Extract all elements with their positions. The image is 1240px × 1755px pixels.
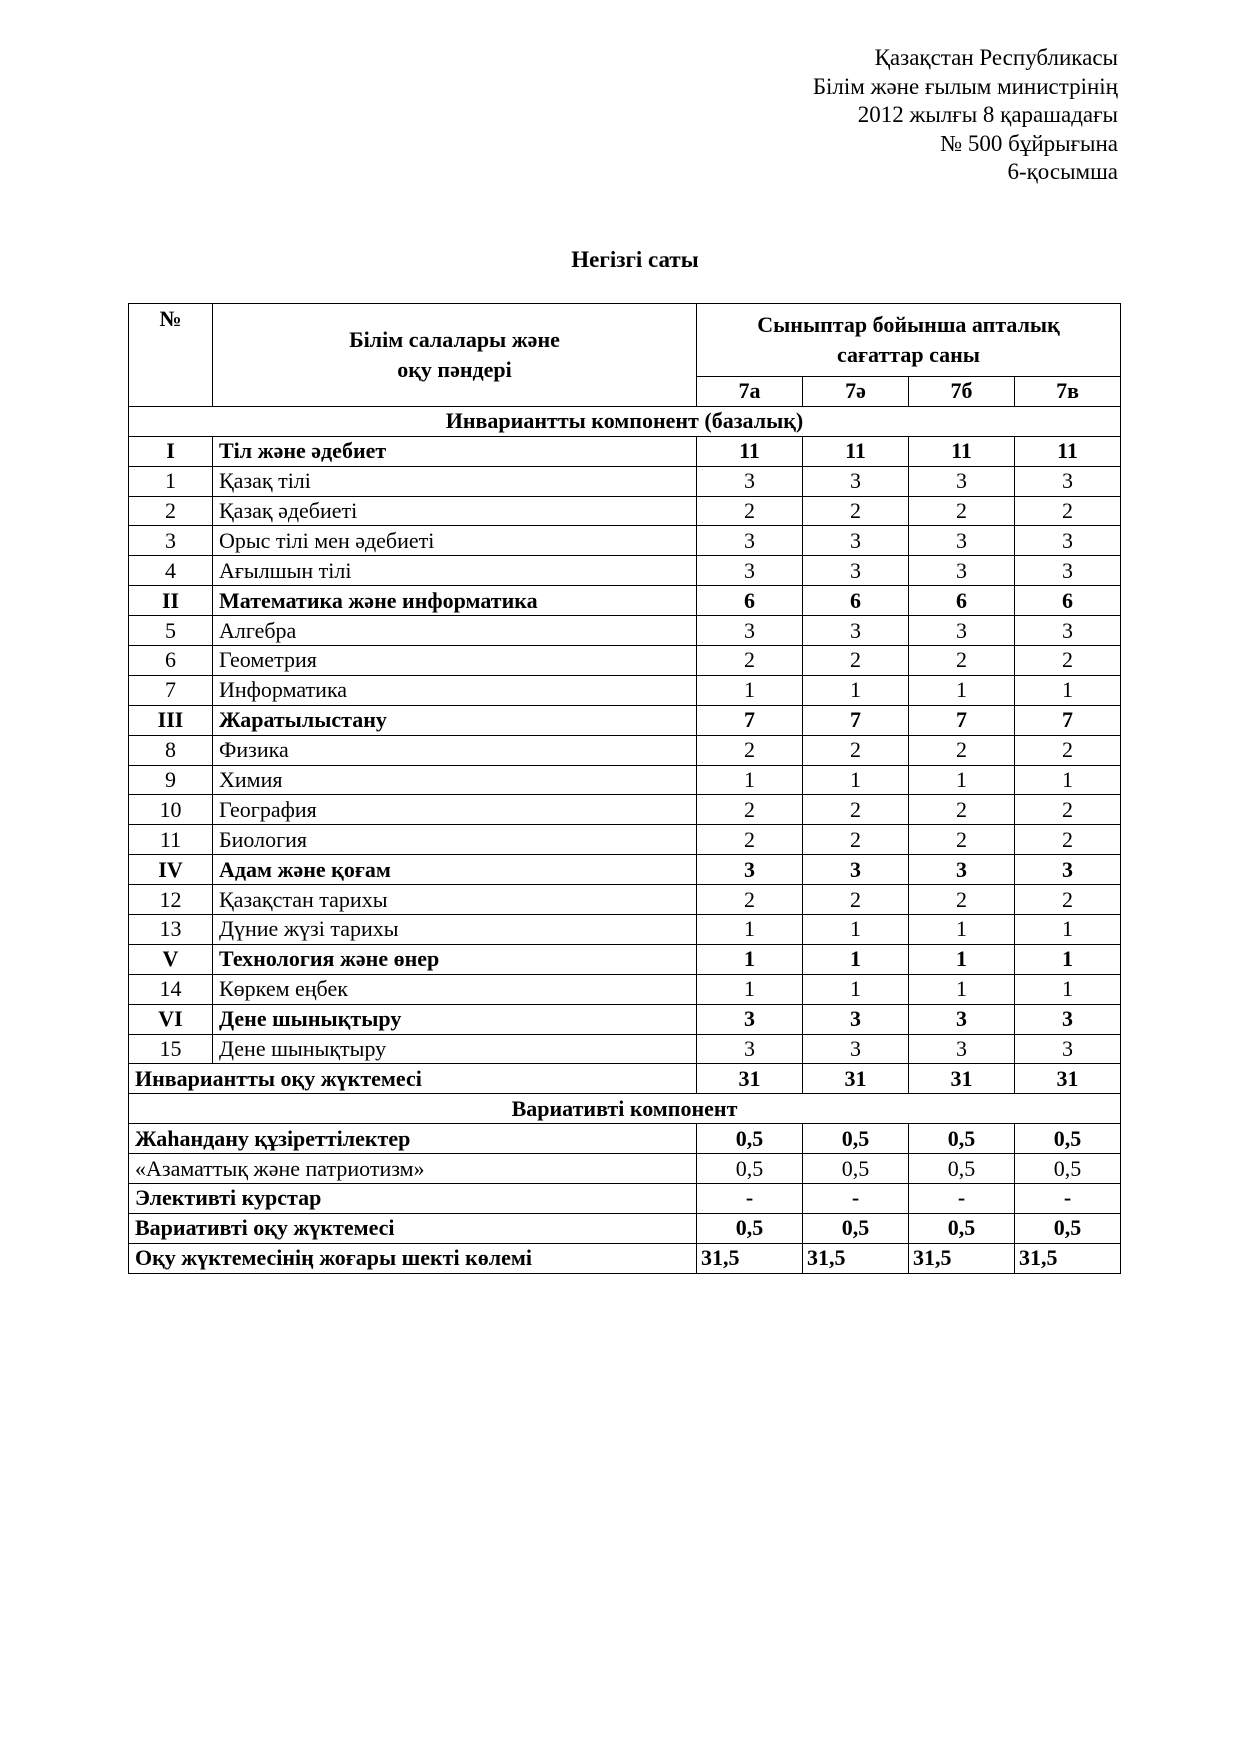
row-number: 14: [129, 974, 213, 1004]
section-row: [129, 436, 1121, 466]
variative-label: Вариативті оқу жүктемесі: [129, 1213, 697, 1243]
hours-cell: 2: [909, 825, 1015, 855]
row-number: 5: [129, 616, 213, 646]
header-line: Білім және ғылым министрінің: [812, 73, 1118, 99]
row-number: 3: [129, 526, 213, 556]
max-load-label: Оқу жүктемесінің жоғары шекті көлемі: [129, 1243, 697, 1273]
row-number: 10: [129, 795, 213, 825]
hours-cell: 2: [909, 646, 1015, 676]
hours-cell: 2: [909, 885, 1015, 915]
row-number: 7: [129, 675, 213, 705]
hours-cell: 3: [697, 1004, 803, 1034]
hours-cell: 6: [697, 586, 803, 616]
hours-cell: 0,5: [909, 1213, 1015, 1243]
hours-cell: 2: [803, 795, 909, 825]
subject-name: Алгебра: [213, 616, 697, 646]
hours-cell: 3: [803, 1004, 909, 1034]
hours-cell: 2: [1015, 496, 1121, 526]
hours-cell: 1: [803, 915, 909, 945]
hours-cell: 11: [803, 436, 909, 466]
hours-cell: 11: [909, 436, 1015, 466]
hours-cell: 3: [909, 616, 1015, 646]
hours-cell: 2: [909, 496, 1015, 526]
row-number: 1: [129, 466, 213, 496]
hours-cell: 1: [803, 944, 909, 974]
header-line: Қазақстан Республикасы: [874, 45, 1118, 70]
variative-label: Жаһандану құзіреттілектер: [129, 1124, 697, 1154]
subject-row: [129, 915, 1121, 945]
row-number: 15: [129, 1034, 213, 1064]
row-number: I: [129, 436, 213, 466]
variative-row: [129, 1184, 1121, 1214]
row-number: 12: [129, 885, 213, 915]
subject-row: [129, 646, 1121, 676]
subject-name: Информатика: [213, 675, 697, 705]
column-header-subject: [213, 304, 697, 407]
hours-cell: 6: [803, 586, 909, 616]
hours-cell: 3: [697, 466, 803, 496]
hours-cell: 3: [1015, 466, 1121, 496]
hours-cell: 3: [803, 616, 909, 646]
invariant-total-label: Инвариантты оқу жүктемесі: [129, 1064, 697, 1094]
header-line: № 500 бұйрығына: [940, 130, 1118, 156]
hours-cell: 31,5: [803, 1243, 909, 1273]
hours-cell: 31,5: [697, 1243, 803, 1273]
hours-cell: 0,5: [1015, 1154, 1121, 1184]
subject-name: География: [213, 795, 697, 825]
hours-cell: 1: [1015, 765, 1121, 795]
row-number: 11: [129, 825, 213, 855]
hours-cell: 6: [1015, 586, 1121, 616]
hours-cell: 3: [697, 855, 803, 885]
subject-name: Математика және информатика: [213, 586, 697, 616]
hours-cell: 3: [697, 556, 803, 586]
hours-cell: 3: [697, 616, 803, 646]
hours-cell: 3: [803, 526, 909, 556]
hours-cell: 3: [803, 556, 909, 586]
column-header-subject-line2: оқу пәндері: [397, 356, 512, 382]
hours-cell: 7: [697, 705, 803, 735]
subject-name: Химия: [213, 765, 697, 795]
hours-cell: 1: [697, 915, 803, 945]
subject-row: [129, 675, 1121, 705]
subject-name: Дүние жүзі тарихы: [213, 915, 697, 945]
hours-cell: 1: [803, 675, 909, 705]
column-header-classes-line2: сағаттар саны: [837, 342, 980, 367]
hours-cell: 1: [803, 974, 909, 1004]
hours-cell: 2: [803, 825, 909, 855]
hours-cell: 11: [1015, 436, 1121, 466]
hours-cell: 7: [909, 705, 1015, 735]
hours-cell: 2: [697, 795, 803, 825]
subject-row: [129, 496, 1121, 526]
column-header-subject-line1: Білім салалары және: [349, 326, 560, 352]
hours-cell: 0,5: [697, 1124, 803, 1154]
hours-cell: 2: [803, 646, 909, 676]
hours-cell: 1: [1015, 944, 1121, 974]
subject-name: Геометрия: [213, 646, 697, 676]
row-number: VI: [129, 1004, 213, 1034]
hours-cell: 2: [1015, 825, 1121, 855]
subject-row: [129, 795, 1121, 825]
subject-row: [129, 825, 1121, 855]
hours-cell: 3: [697, 526, 803, 556]
column-header-classes-line1: Сыныптар бойынша апталық: [757, 312, 1060, 337]
hours-cell: 2: [1015, 646, 1121, 676]
hours-cell: 31: [697, 1064, 803, 1094]
hours-cell: 0,5: [1015, 1213, 1121, 1243]
hours-cell: 31,5: [909, 1243, 1015, 1273]
hours-cell: -: [697, 1184, 803, 1214]
hours-cell: 3: [909, 855, 1015, 885]
subject-row: [129, 556, 1121, 586]
hours-cell: 1: [909, 974, 1015, 1004]
document-header: [598, 44, 1118, 187]
hours-cell: 2: [803, 735, 909, 765]
section-heading-row: [129, 1094, 1121, 1124]
hours-cell: 11: [697, 436, 803, 466]
hours-cell: 1: [909, 765, 1015, 795]
section-row: [129, 586, 1121, 616]
subject-name: Жаратылыстану: [213, 705, 697, 735]
hours-cell: 0,5: [803, 1154, 909, 1184]
hours-cell: 0,5: [697, 1213, 803, 1243]
hours-cell: 3: [1015, 1034, 1121, 1064]
hours-cell: 1: [1015, 915, 1121, 945]
invariant-heading: Инвариантты компонент (базалық): [129, 406, 1121, 436]
hours-cell: 1: [909, 944, 1015, 974]
hours-cell: 1: [1015, 675, 1121, 705]
row-number: 6: [129, 646, 213, 676]
section-row: [129, 944, 1121, 974]
subject-name: Қазақ әдебиеті: [213, 496, 697, 526]
hours-cell: 0,5: [1015, 1124, 1121, 1154]
section-row: [129, 1004, 1121, 1034]
hours-cell: 3: [909, 1034, 1015, 1064]
section-row: [129, 855, 1121, 885]
variative-row: [129, 1154, 1121, 1184]
hours-cell: 3: [909, 466, 1015, 496]
hours-cell: 0,5: [909, 1124, 1015, 1154]
subject-row: [129, 1034, 1121, 1064]
hours-cell: 31: [803, 1064, 909, 1094]
hours-cell: 0,5: [803, 1213, 909, 1243]
hours-cell: 3: [1015, 526, 1121, 556]
subject-name: Қазақстан тарихы: [213, 885, 697, 915]
subject-name: Биология: [213, 825, 697, 855]
hours-cell: 2: [1015, 885, 1121, 915]
hours-cell: 3: [1015, 1004, 1121, 1034]
hours-cell: 1: [909, 675, 1015, 705]
hours-cell: 31: [909, 1064, 1015, 1094]
hours-cell: 2: [803, 885, 909, 915]
subject-name: Тіл және әдебиет: [213, 436, 697, 466]
hours-cell: 3: [909, 1004, 1015, 1034]
hours-cell: 3: [1015, 616, 1121, 646]
hours-cell: -: [909, 1184, 1015, 1214]
hours-cell: 2: [697, 646, 803, 676]
hours-cell: 0,5: [803, 1124, 909, 1154]
subject-name: Орыс тілі мен әдебиеті: [213, 526, 697, 556]
hours-cell: 2: [909, 735, 1015, 765]
hours-cell: 0,5: [697, 1154, 803, 1184]
hours-cell: 2: [697, 496, 803, 526]
row-number: IV: [129, 855, 213, 885]
class-header: 7ә: [803, 377, 909, 407]
subject-row: [129, 526, 1121, 556]
variative-label: «Азаматтық және патриотизм»: [129, 1154, 697, 1184]
subject-name: Көркем еңбек: [213, 974, 697, 1004]
hours-cell: 3: [803, 1034, 909, 1064]
hours-cell: 6: [909, 586, 1015, 616]
hours-cell: -: [803, 1184, 909, 1214]
subject-name: Физика: [213, 735, 697, 765]
hours-cell: 3: [1015, 855, 1121, 885]
hours-cell: 1: [909, 915, 1015, 945]
subject-name: Технология және өнер: [213, 944, 697, 974]
hours-cell: 31: [1015, 1064, 1121, 1094]
hours-cell: 3: [697, 1034, 803, 1064]
row-number: II: [129, 586, 213, 616]
row-number: 8: [129, 735, 213, 765]
hours-cell: 1: [697, 765, 803, 795]
hours-cell: 3: [803, 466, 909, 496]
hours-cell: 1: [697, 675, 803, 705]
subject-name: Қазақ тілі: [213, 466, 697, 496]
row-number: III: [129, 705, 213, 735]
hours-cell: 1: [697, 974, 803, 1004]
document-title: Негізгі саты: [571, 247, 699, 272]
hours-cell: 0,5: [909, 1154, 1015, 1184]
curriculum-table: [128, 303, 1121, 1274]
hours-cell: 2: [1015, 735, 1121, 765]
hours-cell: 2: [909, 795, 1015, 825]
hours-cell: 1: [697, 944, 803, 974]
hours-cell: 3: [909, 526, 1015, 556]
column-header-number: №: [129, 304, 213, 407]
variative-heading: Вариативті компонент: [129, 1094, 1121, 1124]
hours-cell: 1: [1015, 974, 1121, 1004]
row-number: 13: [129, 915, 213, 945]
invariant-total-row: [129, 1064, 1121, 1094]
class-header: 7б: [909, 377, 1015, 407]
table-header-row: [129, 304, 1121, 377]
row-number: 4: [129, 556, 213, 586]
section-row: [129, 705, 1121, 735]
class-header: 7а: [697, 377, 803, 407]
subject-row: [129, 616, 1121, 646]
variative-label: Элективті курстар: [129, 1184, 697, 1214]
hours-cell: 2: [1015, 795, 1121, 825]
subject-row: [129, 765, 1121, 795]
subject-name: Адам және қоғам: [213, 855, 697, 885]
hours-cell: 2: [697, 885, 803, 915]
subject-row: [129, 735, 1121, 765]
subject-name: Ағылшын тілі: [213, 556, 697, 586]
max-load-row: [129, 1243, 1121, 1273]
subject-row: [129, 466, 1121, 496]
hours-cell: 3: [1015, 556, 1121, 586]
hours-cell: -: [1015, 1184, 1121, 1214]
header-line: 6-қосымша: [1007, 159, 1118, 184]
class-header: 7в: [1015, 377, 1121, 407]
header-line: 2012 жылғы 8 қарашадағы: [857, 102, 1118, 127]
hours-cell: 2: [697, 825, 803, 855]
hours-cell: 2: [697, 735, 803, 765]
row-number: V: [129, 944, 213, 974]
subject-row: [129, 974, 1121, 1004]
hours-cell: 3: [803, 855, 909, 885]
subject-name: Дене шынықтыру: [213, 1034, 697, 1064]
row-number: 2: [129, 496, 213, 526]
subject-row: [129, 885, 1121, 915]
subject-name: Дене шынықтыру: [213, 1004, 697, 1034]
variative-row: [129, 1213, 1121, 1243]
hours-cell: 1: [803, 765, 909, 795]
variative-row: [129, 1124, 1121, 1154]
hours-cell: 7: [1015, 705, 1121, 735]
column-header-classes: [697, 304, 1121, 377]
hours-cell: 7: [803, 705, 909, 735]
hours-cell: 3: [909, 556, 1015, 586]
section-heading-row: [129, 406, 1121, 436]
hours-cell: 31,5: [1015, 1243, 1121, 1273]
hours-cell: 2: [803, 496, 909, 526]
row-number: 9: [129, 765, 213, 795]
